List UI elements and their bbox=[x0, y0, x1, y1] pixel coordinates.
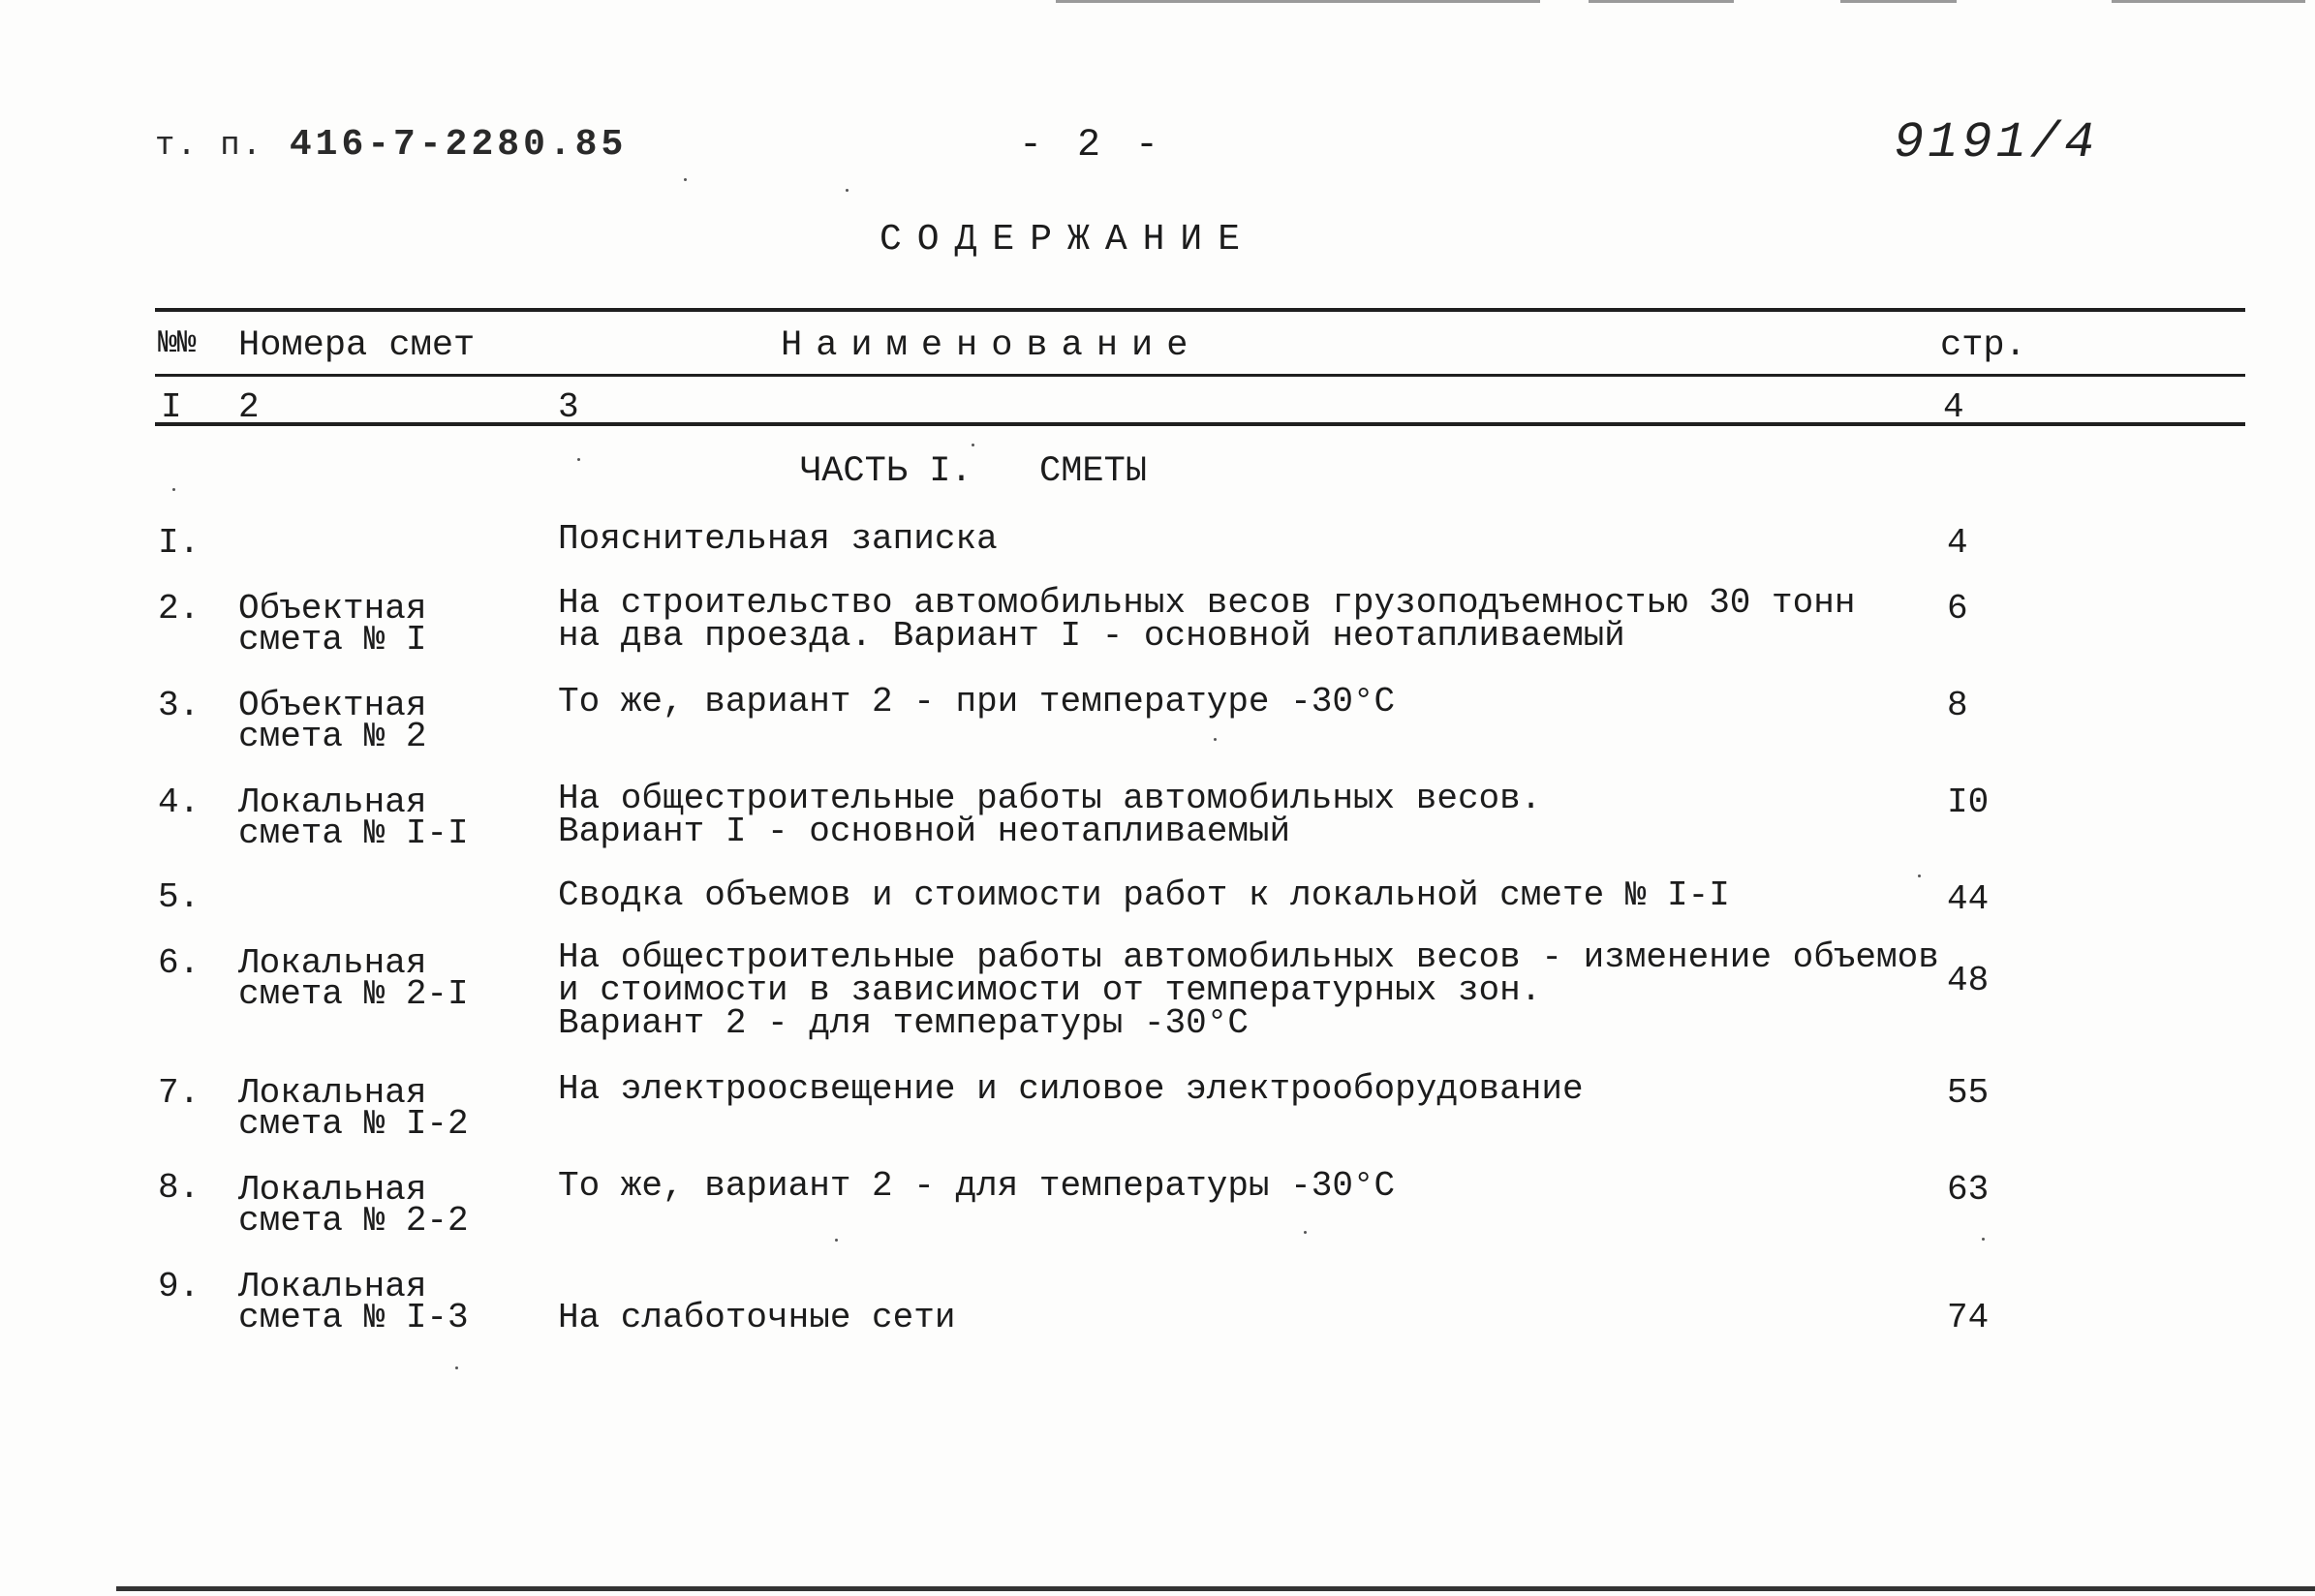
project-code-prefix: т. п. bbox=[155, 128, 264, 165]
column-number-2: 2 bbox=[238, 387, 260, 427]
row-number: 6. bbox=[158, 943, 201, 983]
scan-edge-line bbox=[1056, 0, 1540, 3]
row-estimate: смета № 2-2 bbox=[238, 1201, 469, 1241]
project-code bbox=[155, 124, 627, 166]
column-header-number: №№ bbox=[158, 325, 197, 361]
row-estimate: Локальная bbox=[238, 1073, 427, 1113]
row-name: На общестроительные работы автомобильных весов - изменение объемов bbox=[558, 937, 1939, 977]
row-estimate: Локальная bbox=[238, 1267, 427, 1306]
row-estimate: Объектная bbox=[238, 686, 427, 725]
row-estimate: смета № I-I bbox=[238, 813, 469, 853]
page-marker: - 2 - bbox=[1019, 124, 1165, 168]
project-code-value: 416-7-2280.85 bbox=[289, 124, 628, 166]
scan-speck bbox=[835, 1239, 838, 1242]
table-top-rule bbox=[155, 308, 2245, 312]
column-header-page: стр. bbox=[1940, 325, 2026, 366]
row-name: На электроосвещение и силовое электрооборудование bbox=[558, 1069, 1584, 1109]
row-page: 44 bbox=[1947, 879, 1990, 919]
row-estimate: Локальная bbox=[238, 1170, 427, 1210]
scan-speck bbox=[1918, 875, 1921, 877]
scan-speck bbox=[1304, 1231, 1307, 1234]
column-number-3: 3 bbox=[558, 387, 579, 427]
scan-speck bbox=[684, 178, 687, 181]
row-name: и стоимости в зависимости от температурных зон. bbox=[558, 970, 1542, 1010]
scan-speck bbox=[577, 458, 580, 461]
row-page: 55 bbox=[1947, 1073, 1990, 1113]
table-header-rule bbox=[155, 374, 2245, 377]
column-number-1: I bbox=[161, 387, 182, 427]
row-name: На строительство автомобильных весов грузоподъемностью 30 тонн bbox=[558, 583, 1856, 623]
scan-speck bbox=[1214, 738, 1217, 741]
scan-edge-line bbox=[1840, 0, 1957, 3]
scan-bottom-edge bbox=[116, 1586, 2315, 1591]
row-name: На слаботочные сети bbox=[558, 1298, 956, 1337]
row-number: 7. bbox=[158, 1073, 201, 1113]
scan-edge-line bbox=[1589, 0, 1734, 3]
row-number: I. bbox=[158, 523, 201, 563]
row-estimate: смета № I-2 bbox=[238, 1104, 469, 1144]
row-estimate: Объектная bbox=[238, 589, 427, 629]
row-estimate: смета № I bbox=[238, 620, 427, 660]
row-estimate: Локальная bbox=[238, 783, 427, 822]
row-estimate: смета № I-3 bbox=[238, 1298, 469, 1337]
row-page: 6 bbox=[1947, 589, 1968, 629]
column-number-4: 4 bbox=[1943, 387, 1964, 427]
row-name: Пояснительная записка bbox=[558, 519, 998, 559]
row-page: 63 bbox=[1947, 1170, 1990, 1210]
row-page: 8 bbox=[1947, 686, 1968, 725]
row-page: 48 bbox=[1947, 961, 1990, 1000]
row-number: 4. bbox=[158, 783, 201, 822]
row-estimate: смета № 2 bbox=[238, 717, 427, 756]
scan-edge-line bbox=[2112, 0, 2305, 3]
row-number: 3. bbox=[158, 686, 201, 725]
column-header-estimate: Номера смет bbox=[238, 325, 476, 366]
column-header-name: Наименование bbox=[781, 325, 1202, 366]
document-number: 9191/4 bbox=[1894, 114, 2099, 171]
row-name: То же, вариант 2 - при температуре -30°С bbox=[558, 682, 1396, 721]
row-name: Вариант I - основной неотапливаемый bbox=[558, 812, 1291, 851]
row-page: 4 bbox=[1947, 523, 1968, 563]
scan-speck bbox=[972, 444, 974, 446]
row-estimate: Локальная bbox=[238, 943, 427, 983]
row-page: I0 bbox=[1947, 783, 1990, 822]
scan-speck bbox=[455, 1366, 458, 1369]
table-numbering-rule bbox=[155, 422, 2245, 426]
row-name: То же, вариант 2 - для температуры -30°С bbox=[558, 1166, 1396, 1206]
row-number: 8. bbox=[158, 1168, 201, 1208]
row-name: Вариант 2 - для температуры -30°С bbox=[558, 1003, 1249, 1043]
section-name: СМЕТЫ bbox=[1039, 451, 1148, 492]
row-name: на два проезда. Вариант I - основной неотапливаемый bbox=[558, 616, 1625, 656]
row-number: 5. bbox=[158, 877, 201, 917]
scan-speck bbox=[1982, 1238, 1985, 1241]
row-number: 9. bbox=[158, 1267, 201, 1306]
section-part: ЧАСТЬ I. bbox=[800, 451, 972, 492]
page-title: СОДЕРЖАНИЕ bbox=[880, 219, 1256, 261]
row-name: На общестроительные работы автомобильных весов. bbox=[558, 779, 1542, 818]
row-name: Сводка объемов и стоимости работ к локальной смете № I-I bbox=[558, 875, 1730, 915]
row-number: 2. bbox=[158, 589, 201, 629]
row-estimate: смета № 2-I bbox=[238, 974, 469, 1014]
scan-speck bbox=[846, 189, 849, 192]
row-page: 74 bbox=[1947, 1298, 1990, 1337]
scan-speck bbox=[172, 488, 175, 491]
